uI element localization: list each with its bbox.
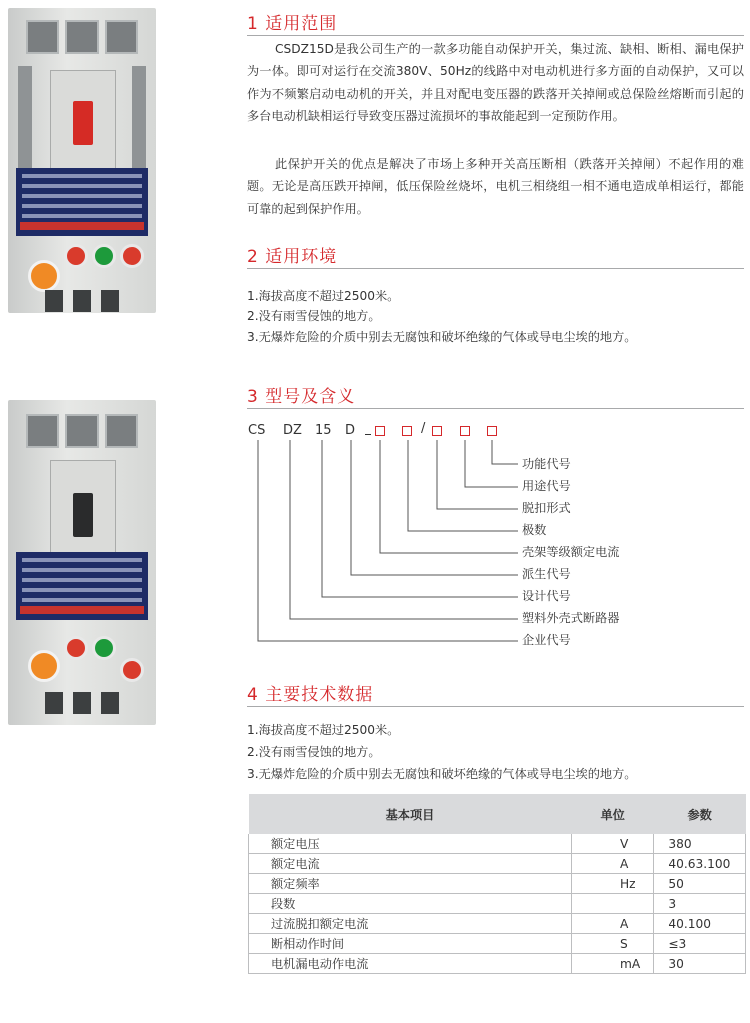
- table-row: [249, 934, 746, 954]
- model-code-part: CS: [248, 423, 266, 438]
- model-code-part: D: [345, 423, 356, 438]
- table-row: [249, 954, 746, 974]
- section-1-paragraph-1: CSDZ15D是我公司生产的一款多功能自动保护开关，集过流、缺相、断相、漏电保护为一体。即可对运行在交流380V、50Hz的线路中对电动机进行多方面的自动保护，又可以作为不频繁启动电动机的开关，并且对配电变压器的跌落开关掉闸或总保险丝熔断而引起的多台电动机缺相运行导致变压器过流损坏的事故能起到一定预防作用。: [247, 42, 744, 124]
- table-row: [249, 874, 746, 894]
- header-item: 基本项目: [249, 794, 572, 834]
- section-1-paragraph-2: 此保护开关的优点是解决了市场上多种开关高压断相（跌落开关掉闸）不起作用的难题。无论是高压跌开掉闸，低压保险丝烧坏，电机三相绕组一相不通电造成单相运行，都能可靠的起到保护作用。: [247, 157, 744, 216]
- cell-item: 额定电流: [249, 854, 572, 874]
- cell-unit: S: [572, 934, 654, 954]
- cell-unit: Hz: [572, 874, 654, 894]
- cell-unit: mA: [572, 954, 654, 974]
- section-2-title: 2 适用环境: [247, 247, 338, 267]
- model-code-part: DZ: [283, 423, 302, 438]
- header-unit: 单位: [572, 794, 654, 834]
- spec-item: 3.无爆炸危险的介质中别去无腐蚀和破坏绝缘的气体或导电尘埃的地方。: [247, 767, 637, 781]
- cell-unit: [572, 894, 654, 914]
- table-row: [249, 854, 746, 874]
- cell-item: 电机漏电动作电流: [249, 954, 572, 974]
- cell-value: 40.63.100: [654, 854, 746, 874]
- code-meaning-label: 设计代号: [522, 589, 571, 603]
- tech-data-table: [248, 794, 746, 974]
- code-meaning-label: 企业代号: [522, 633, 571, 647]
- cell-item: 段数: [249, 894, 572, 914]
- table-header-row: [249, 794, 746, 834]
- section-3-title: 3 型号及含义: [247, 387, 356, 407]
- model-code-part: 15: [315, 423, 332, 438]
- code-meaning-label: 功能代号: [522, 457, 571, 471]
- cell-value: 50: [654, 874, 746, 894]
- section-4-rule: [247, 706, 744, 707]
- cell-unit: V: [572, 834, 654, 854]
- section-1-title: 1 适用范围: [247, 14, 338, 34]
- code-meaning-label: 用途代号: [522, 479, 571, 493]
- cell-item: 额定频率: [249, 874, 572, 894]
- table-row: [249, 914, 746, 934]
- code-meaning-label: 脱扣形式: [522, 501, 571, 515]
- spec-item: 2.没有雨雪侵蚀的地方。: [247, 745, 381, 759]
- code-meaning-label: 派生代号: [522, 567, 571, 581]
- code-meaning-label: 极数: [522, 523, 547, 537]
- code-meaning-label: 塑料外壳式断路器: [522, 611, 620, 625]
- cell-item: 额定电压: [249, 834, 572, 854]
- cell-value: ≤3: [654, 934, 746, 954]
- cell-value: 3: [654, 894, 746, 914]
- env-item: 1.海拔高度不超过2500米。: [247, 289, 400, 303]
- cell-unit: A: [572, 914, 654, 934]
- table-row: [249, 834, 746, 854]
- cell-value: 380: [654, 834, 746, 854]
- cell-item: 过流脱扣额定电流: [249, 914, 572, 934]
- cell-value: 40.100: [654, 914, 746, 934]
- section-4-title: 4 主要技术数据: [247, 685, 374, 705]
- code-slash: /: [421, 421, 426, 436]
- env-item: 2.没有雨雪侵蚀的地方。: [247, 309, 381, 323]
- cell-unit: A: [572, 854, 654, 874]
- env-item: 3.无爆炸危险的介质中别去无腐蚀和破坏绝缘的气体或导电尘埃的地方。: [247, 330, 637, 344]
- cell-item: 断相动作时间: [249, 934, 572, 954]
- header-value: 参数: [654, 794, 746, 834]
- spec-item: 1.海拔高度不超过2500米。: [247, 723, 400, 737]
- table-row: [249, 894, 746, 914]
- code-meaning-label: 壳架等级额定电流: [522, 545, 620, 559]
- cell-value: 30: [654, 954, 746, 974]
